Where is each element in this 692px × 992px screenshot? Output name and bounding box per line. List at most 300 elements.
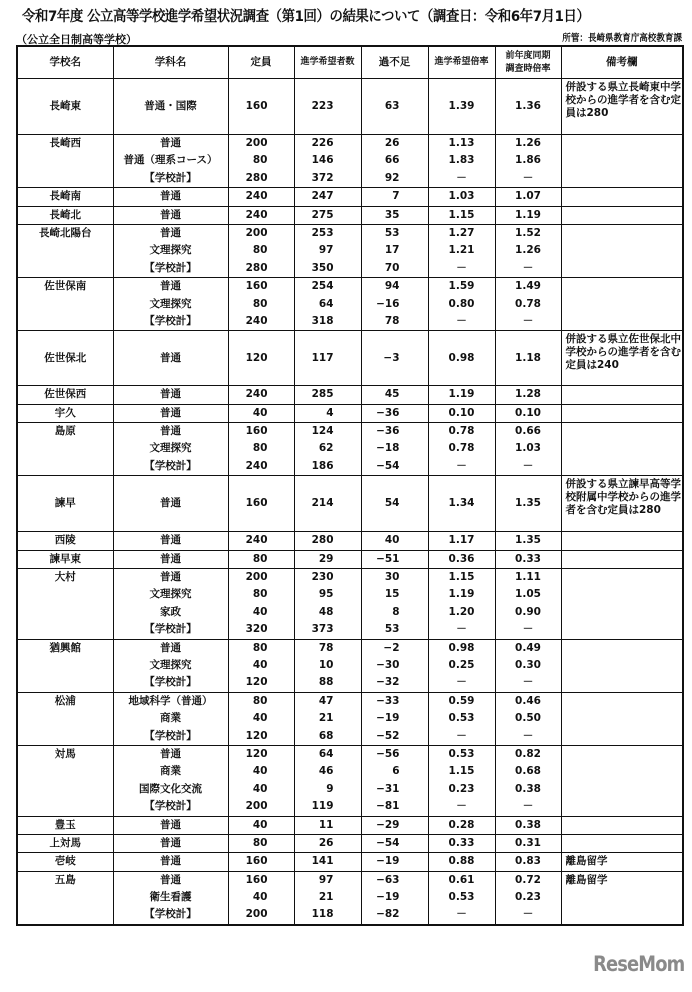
difference-cell [361,476,428,532]
applicants-value: 146 [311,154,334,167]
applicants-cell [294,532,361,550]
school-name-text: 長崎北陽台 [39,226,92,239]
school-name-text: 島原 [54,425,76,438]
capacity-cell [228,569,294,640]
ratio-cell [428,79,495,135]
department-cell [113,79,228,135]
difference-cell [361,834,428,852]
remarks-cell [561,692,683,745]
remarks-cell [561,834,683,852]
ratio-value: 1.19 [448,588,475,601]
school-name-text: 松浦 [54,694,76,707]
school-name-text: 長崎東 [49,99,81,112]
applicants-value: 11 [318,818,334,831]
ratio-value: 0.53 [448,712,475,725]
prev-ratio-cell [495,871,561,925]
prev-ratio-value: 0.68 [515,765,541,778]
school-name [17,206,113,224]
applicants-value: 88 [318,676,334,689]
prev-ratio-cell [495,569,561,640]
remarks-cell [561,816,683,834]
applicants-value: 373 [311,623,334,636]
applicants-cell [294,476,361,532]
capacity-value: 200 [245,137,268,149]
applicants-value: 26 [318,836,334,849]
prev-ratio-value: 1.19 [515,208,541,221]
capacity-value: 240 [245,388,268,401]
school-group-row [17,816,683,834]
school-group-row [17,135,683,188]
capacity-value: 240 [245,534,268,547]
applicants-value: 141 [311,855,334,868]
department-cell [113,853,228,871]
difference-value: 8 [392,605,400,618]
capacity-value: 80 [252,244,268,257]
remarks-cell [561,331,683,386]
ratio-value: 1.15 [448,208,475,221]
difference-value: 70 [384,261,400,274]
school-name [17,188,113,206]
ratio-value: 1.17 [448,534,475,547]
capacity-value: 160 [245,497,268,510]
ratio-value: － [456,261,467,274]
difference-value: −36 [376,425,400,438]
applicants-value: 285 [311,388,334,401]
difference-cell [361,188,428,206]
school-name [17,550,113,568]
capacity-cell [228,532,294,550]
remarks-cell [561,423,683,476]
applicants-value: 21 [318,712,334,725]
capacity-value: 160 [245,855,268,868]
applicants-cell [294,278,361,331]
school-name-text: 佐世保南 [44,280,87,293]
capacity-value: 240 [245,208,268,221]
school-name [17,386,113,404]
remarks-cell [561,278,683,331]
prev-ratio-cell [495,386,561,404]
department-value: 普通 [160,497,181,510]
ratio-value: 1.34 [448,497,475,510]
capacity-value: 80 [252,588,268,601]
department-cell [113,331,228,386]
applicants-value: 247 [311,190,334,203]
department-cell [113,423,228,476]
difference-value: −19 [376,855,400,868]
header-prev-ratio: 前年度同期調査時倍率 [495,46,561,79]
applicants-value: 226 [311,137,334,149]
difference-value: −30 [376,658,400,671]
prev-ratio-value: － [522,800,534,813]
capacity-value: 80 [252,641,268,654]
ratio-value: 1.21 [448,244,475,257]
school-name-text: 豊玉 [54,818,76,831]
difference-value: −32 [376,676,400,689]
applicants-cell [294,135,361,188]
difference-cell [361,404,428,422]
department-cell [113,532,228,550]
applicants-cell [294,871,361,925]
difference-value: 53 [384,623,400,636]
difference-value: −54 [376,836,400,849]
prev-ratio-value: 1.11 [515,571,541,584]
prev-ratio-value: 1.26 [515,137,541,149]
school-name-text: 上対馬 [49,836,81,849]
department-value: 普通 [160,855,181,868]
school-name-text: 五島 [54,873,76,886]
applicants-cell [294,188,361,206]
applicants-cell [294,745,361,816]
ratio-value: 0.78 [448,442,475,455]
applicants-value: 214 [311,497,334,510]
school-group-row [17,206,683,224]
department-cell [113,135,228,188]
difference-value: −33 [376,694,400,707]
difference-cell [361,386,428,404]
capacity-value: 240 [245,459,268,472]
school-group-row [17,532,683,550]
applicants-value: 48 [318,605,334,618]
difference-value: −56 [376,747,400,760]
capacity-value: 160 [245,425,268,438]
ratio-cell [428,278,495,331]
department-label: 所管：長崎県教育庁高校教育課 [562,33,682,44]
prev-ratio-value: 1.18 [515,351,541,364]
prev-ratio-cell [495,476,561,532]
department-value: 【学校計】 [144,459,197,472]
prev-ratio-value: 1.35 [515,534,541,547]
prev-ratio-value: 0.82 [515,747,541,760]
ratio-value: 0.25 [448,658,475,671]
department-cell [113,834,228,852]
ratio-value: 0.33 [448,836,475,849]
applicants-value: 372 [311,171,334,184]
school-name [17,224,113,277]
prev-ratio-cell [495,135,561,188]
capacity-value: 40 [252,406,268,419]
department-value: 【学校計】 [144,729,197,742]
school-name [17,79,113,135]
prev-ratio-value: 0.83 [515,855,541,868]
department-value: 【学校計】 [144,908,197,921]
department-value: 国際文化交流 [139,782,202,795]
school-group-row [17,224,683,277]
applicants-value: 21 [318,891,334,904]
prev-ratio-value: － [522,623,534,636]
school-group-row [17,79,683,135]
difference-value: −31 [376,782,400,795]
difference-value: −51 [376,552,400,565]
applicants-cell [294,639,361,692]
applicants-value: 117 [311,351,334,364]
applicants-value: 254 [311,280,334,293]
capacity-cell [228,278,294,331]
prev-ratio-value: 0.50 [515,712,541,725]
school-group-row [17,550,683,568]
applicants-value: 78 [318,641,334,654]
school-name [17,278,113,331]
applicants-cell [294,386,361,404]
remarks-text: 併設する県立長崎東中学校からの進学者を含む定員は280 [565,81,681,119]
department-cell [113,550,228,568]
prev-ratio-cell [495,639,561,692]
applicants-value: 4 [326,406,334,419]
ratio-cell [428,224,495,277]
difference-cell [361,331,428,386]
capacity-cell [228,331,294,386]
prev-ratio-value: 1.03 [515,442,541,455]
results-table [16,45,684,926]
prev-ratio-value: 1.52 [515,226,541,239]
capacity-cell [228,834,294,852]
department-value: 【学校計】 [144,623,197,636]
header-ratio: 進学希望倍率 [428,46,495,79]
school-group-row [17,871,683,925]
prev-ratio-value: － [522,459,534,472]
school-name [17,532,113,550]
prev-ratio-cell [495,79,561,135]
capacity-cell [228,188,294,206]
prev-ratio-cell [495,188,561,206]
school-name [17,476,113,532]
prev-ratio-value: 1.86 [515,154,541,167]
school-name [17,639,113,692]
ratio-value: － [456,676,467,689]
capacity-value: 200 [245,800,268,813]
ratio-value: 1.03 [448,190,475,203]
difference-value: −16 [376,297,400,310]
school-group-row [17,692,683,745]
ratio-value: 0.59 [448,694,475,707]
difference-value: 26 [384,137,400,149]
ratio-cell [428,206,495,224]
school-group-row [17,188,683,206]
applicants-value: 124 [311,425,334,438]
difference-value: −82 [376,908,400,921]
prev-ratio-cell [495,423,561,476]
prev-ratio-value: － [522,908,534,921]
capacity-cell [228,745,294,816]
applicants-value: 318 [311,314,334,327]
applicants-cell [294,404,361,422]
capacity-value: 80 [252,154,268,167]
difference-cell [361,569,428,640]
ratio-value: － [456,800,467,813]
applicants-cell [294,816,361,834]
applicants-value: 29 [318,552,334,565]
ratio-value: 0.10 [448,406,475,419]
prev-ratio-cell [495,834,561,852]
department-cell [113,404,228,422]
ratio-cell [428,834,495,852]
ratio-cell [428,386,495,404]
prev-ratio-value: 0.31 [515,836,541,849]
capacity-value: 320 [245,623,268,636]
document-title: 令和7年度 公立高等学校進学希望状況調査（第1回）の結果について（調査日：令和6年7月1日） [22,9,590,25]
department-value: 普通 [160,552,181,565]
capacity-value: 40 [252,891,268,904]
ratio-value: 0.78 [448,425,475,438]
department-value: 普通 [160,280,181,293]
applicants-value: 230 [311,571,334,584]
department-value: 普通 [160,190,181,203]
capacity-value: 200 [245,908,268,921]
applicants-value: 253 [311,226,334,239]
capacity-cell [228,404,294,422]
difference-cell [361,816,428,834]
applicants-value: 62 [318,442,334,455]
applicants-cell [294,834,361,852]
department-cell [113,476,228,532]
department-cell [113,224,228,277]
applicants-value: 47 [318,694,334,707]
department-value: 普通・国際 [144,99,197,112]
prev-ratio-cell [495,745,561,816]
school-name [17,331,113,386]
school-group-row [17,423,683,476]
school-name-text: 諫早 [54,497,76,510]
capacity-cell [228,853,294,871]
applicants-value: 223 [311,99,334,112]
difference-cell [361,532,428,550]
department-cell [113,816,228,834]
header-capacity: 定員 [228,46,294,79]
department-value: 商業 [160,712,181,725]
capacity-value: 280 [245,261,268,274]
department-value: 普通 [160,641,181,654]
capacity-value: 120 [245,747,268,760]
difference-value: 53 [384,226,400,239]
school-name-text: 長崎西 [49,137,81,149]
applicants-cell [294,206,361,224]
ratio-value: 0.23 [448,782,475,795]
applicants-value: 275 [311,208,334,221]
prev-ratio-cell [495,331,561,386]
school-name [17,135,113,188]
capacity-value: 40 [252,658,268,671]
prev-ratio-value: 1.28 [515,388,541,401]
school-name-text: 佐世保北 [44,351,87,364]
applicants-value: 280 [311,534,334,547]
prev-ratio-value: 0.38 [515,782,541,795]
prev-ratio-cell [495,404,561,422]
department-cell [113,188,228,206]
capacity-value: 80 [252,297,268,310]
difference-value: −36 [376,406,400,419]
prev-ratio-value: 1.05 [515,588,541,601]
school-group-row [17,639,683,692]
capacity-cell [228,79,294,135]
ratio-cell [428,423,495,476]
ratio-cell [428,188,495,206]
remarks-cell [561,569,683,640]
department-value: 【学校計】 [144,314,197,327]
ratio-cell [428,569,495,640]
difference-value: −2 [383,641,400,654]
difference-value: 92 [384,171,400,184]
remarks-cell [561,853,683,871]
remarks-cell [561,404,683,422]
capacity-cell [228,550,294,568]
capacity-value: 80 [252,442,268,455]
prev-ratio-value: 0.90 [515,605,541,618]
capacity-value: 200 [245,226,268,239]
ratio-cell [428,476,495,532]
remarks-cell [561,224,683,277]
applicants-value: 9 [326,782,334,795]
capacity-value: 160 [245,873,268,886]
difference-cell [361,871,428,925]
ratio-cell [428,639,495,692]
capacity-value: 200 [245,571,268,584]
applicants-value: 350 [311,261,334,274]
capacity-value: 120 [245,729,268,742]
capacity-value: 160 [245,99,268,112]
prev-ratio-cell [495,853,561,871]
capacity-cell [228,692,294,745]
prev-ratio-cell [495,816,561,834]
department-value: 普通（理系コース） [123,154,218,167]
ratio-cell [428,532,495,550]
capacity-cell [228,423,294,476]
school-group-row [17,278,683,331]
department-value: 普通 [160,873,181,886]
ratio-cell [428,816,495,834]
prev-ratio-value: 0.49 [515,641,541,654]
school-name-text: 大村 [54,571,76,584]
ratio-value: 0.88 [448,855,475,868]
school-name [17,569,113,640]
applicants-value: 64 [318,297,334,310]
school-name-text: 諫早東 [49,552,81,565]
capacity-cell [228,135,294,188]
ratio-value: 0.53 [448,747,475,760]
prev-ratio-value: 0.78 [515,297,541,310]
difference-cell [361,745,428,816]
department-value: 普通 [160,534,181,547]
department-value: 【学校計】 [144,800,197,813]
prev-ratio-cell [495,278,561,331]
school-group-row [17,569,683,640]
department-value: 家政 [160,605,181,618]
ratio-value: 1.13 [448,137,475,149]
applicants-value: 186 [311,459,334,472]
difference-value: 94 [384,280,400,293]
school-group-row [17,331,683,386]
applicants-value: 10 [318,658,334,671]
ratio-value: 0.98 [448,351,475,364]
difference-cell [361,853,428,871]
department-cell [113,386,228,404]
department-value: 普通 [160,818,181,831]
department-value: 普通 [160,388,181,401]
difference-value: 6 [392,765,400,778]
department-value: 普通 [160,226,181,239]
prev-ratio-value: 1.36 [515,99,541,112]
school-name [17,745,113,816]
difference-cell [361,639,428,692]
prev-ratio-value: 0.72 [515,873,541,886]
school-group-row [17,745,683,816]
capacity-cell [228,871,294,925]
ratio-cell [428,331,495,386]
department-value: 衛生看護 [149,891,192,904]
department-value: 【学校計】 [144,676,197,689]
difference-cell [361,278,428,331]
capacity-value: 40 [252,712,268,725]
department-value: 普通 [160,137,181,149]
prev-ratio-value: 0.33 [515,552,541,565]
